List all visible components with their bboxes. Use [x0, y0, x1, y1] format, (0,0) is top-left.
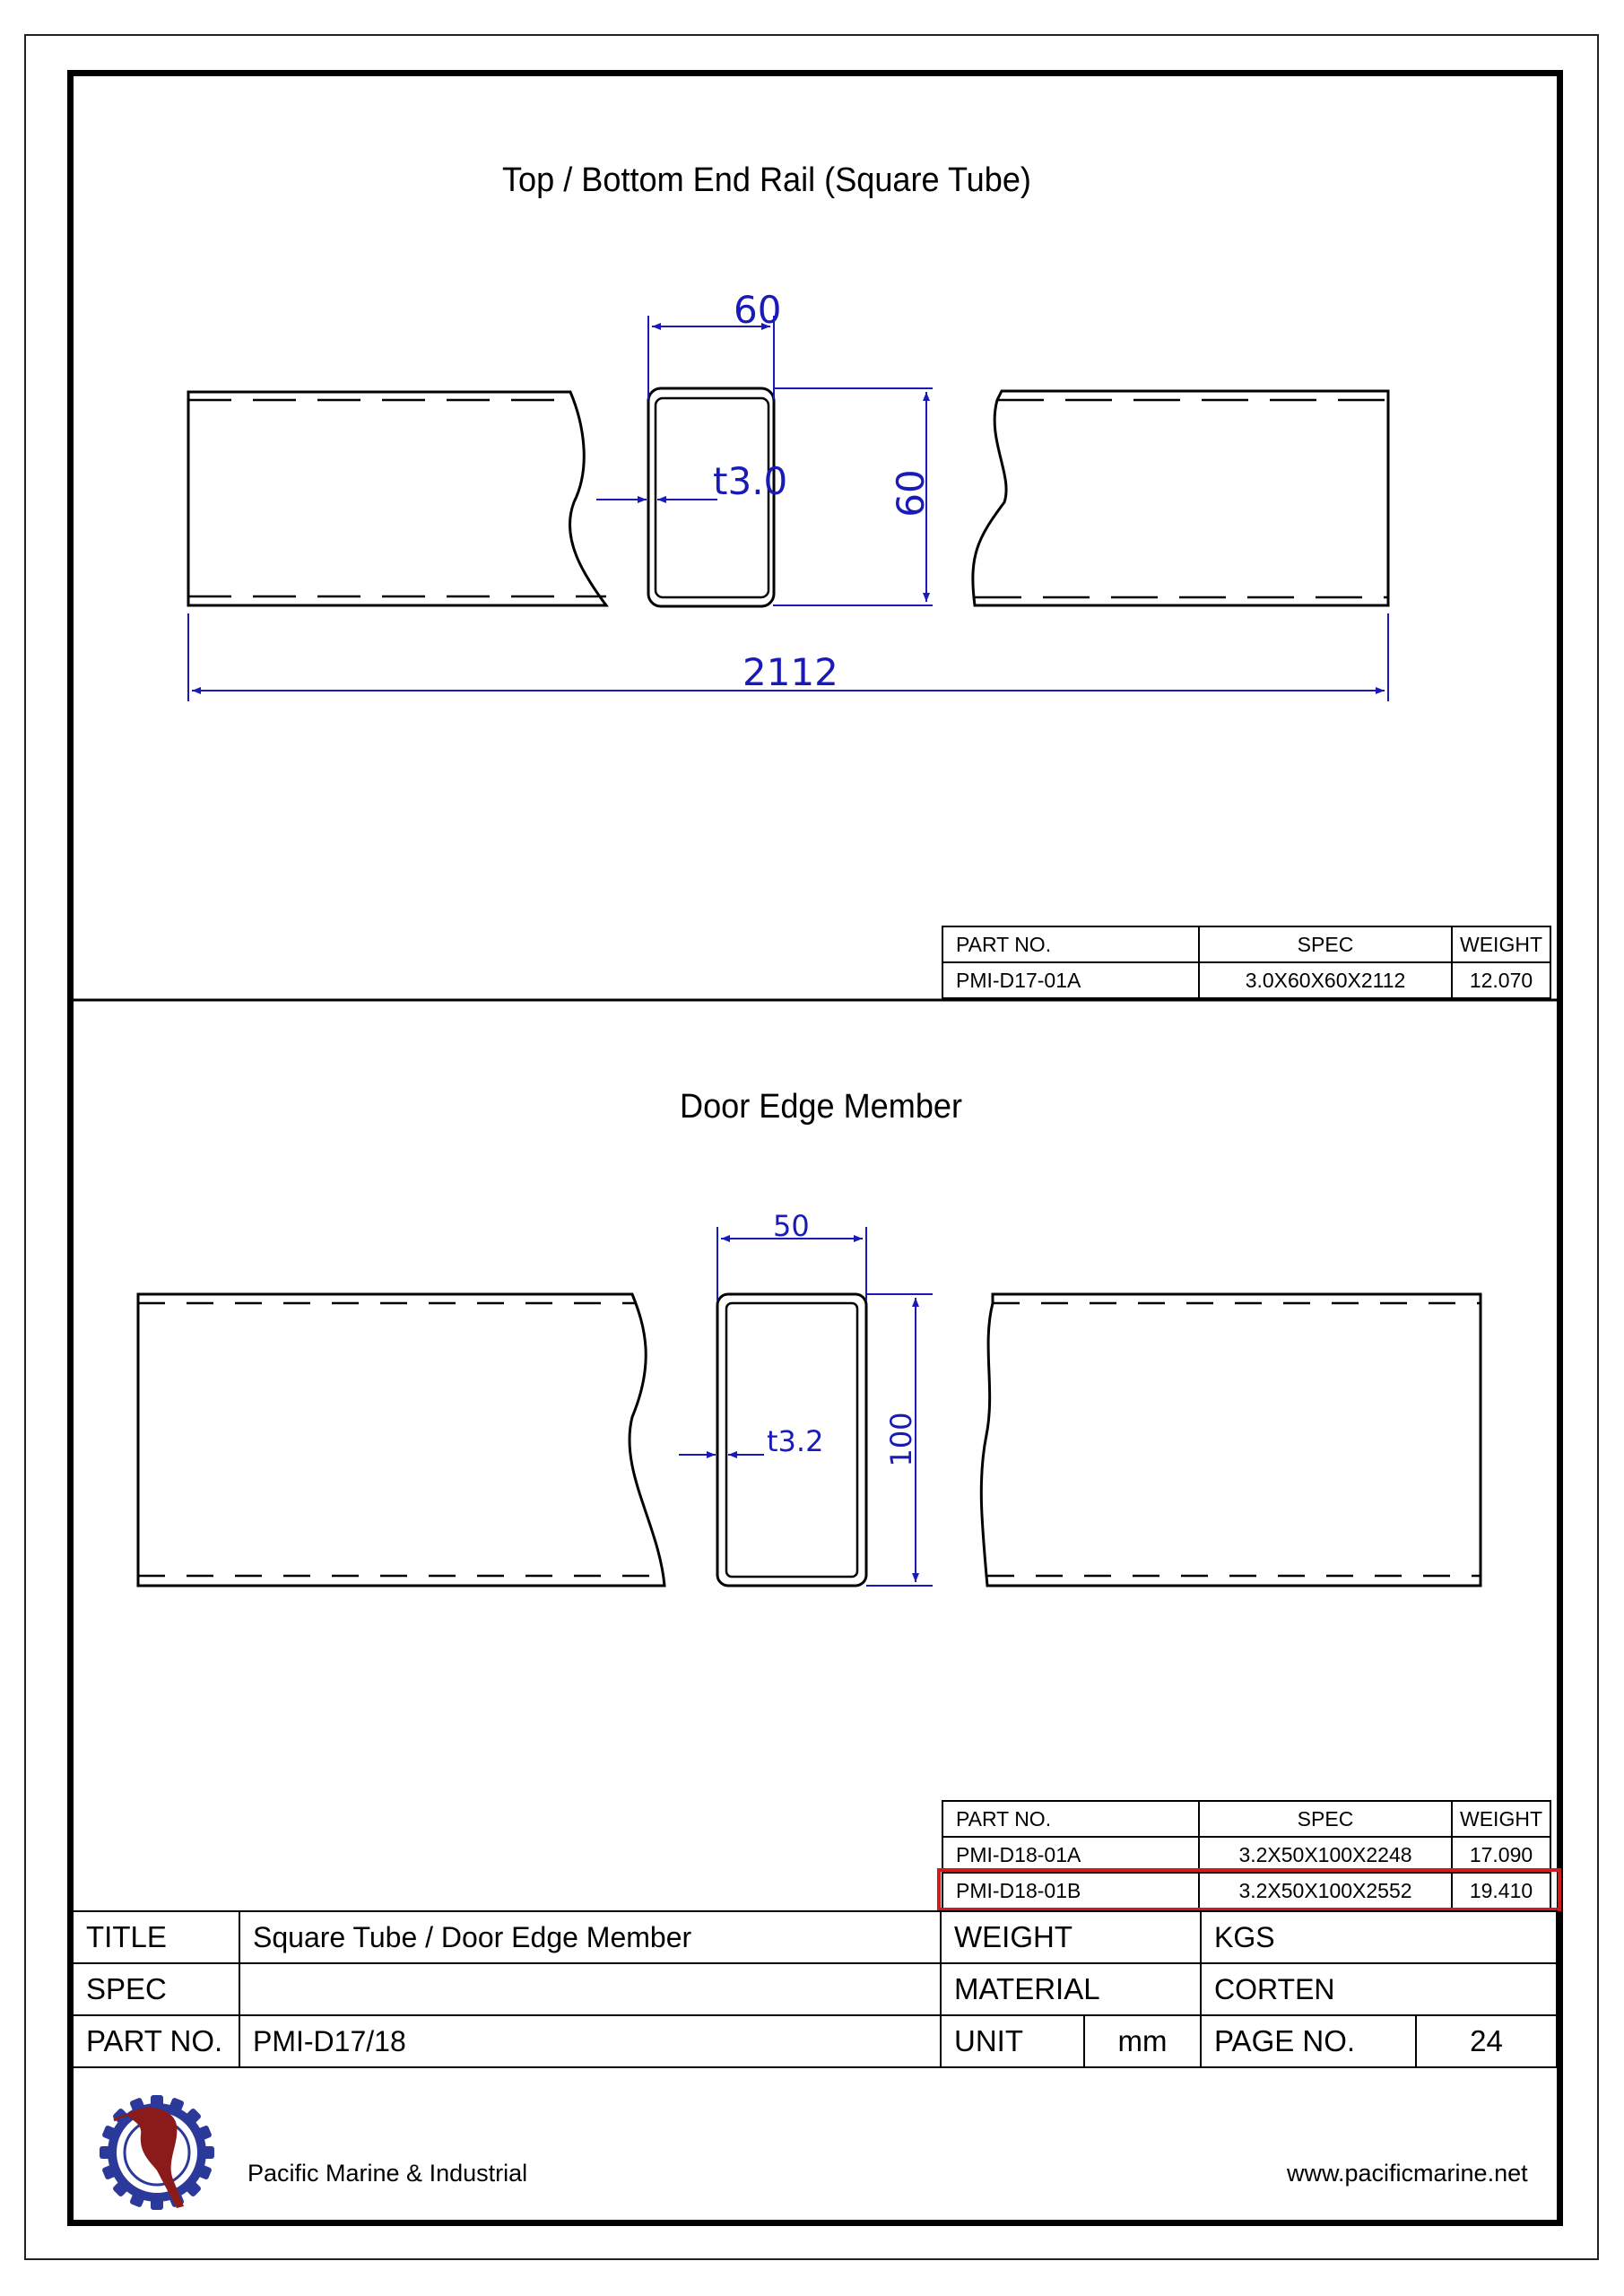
spec-label: SPEC [73, 1963, 239, 2015]
cell-weight: 17.090 [1452, 1837, 1550, 1873]
section1-dimensions [188, 316, 1388, 701]
company-name: Pacific Marine & Industrial [248, 2160, 528, 2187]
table-row [942, 962, 1550, 998]
parts-table-section1 [942, 926, 1551, 999]
header-spec: SPEC [1199, 926, 1452, 962]
unit-value: mm [1084, 2015, 1201, 2067]
material-label: MATERIAL [941, 1963, 1201, 2015]
title-value: Square Tube / Door Edge Member [239, 1911, 941, 1963]
header-part-no: PART NO. [942, 926, 1199, 962]
dim-height-100: 100 [884, 1412, 918, 1467]
cell-spec: 3.2X50X100X2248 [1199, 1837, 1452, 1873]
section1-title: Top / Bottom End Rail (Square Tube) [502, 161, 1031, 199]
cell-part-no: PMI-D18-01B [942, 1873, 1199, 1909]
table-header-row [942, 1801, 1550, 1837]
cell-weight: 19.410 [1452, 1873, 1550, 1909]
unit-label: UNIT [941, 2015, 1084, 2067]
cell-part-no: PMI-D18-01A [942, 1837, 1199, 1873]
website-link[interactable]: www.pacificmarine.net [1287, 2160, 1528, 2187]
section1-drawing [188, 388, 1388, 606]
title-label: TITLE [73, 1911, 239, 1963]
pelican-gear-logo-icon [100, 2095, 214, 2210]
header-weight: WEIGHT [1452, 1801, 1550, 1837]
part-no-label: PART NO. [73, 2015, 239, 2067]
title-block [72, 1910, 1558, 2068]
weight-value: KGS [1201, 1911, 1557, 1963]
right-tube-segment-2 [981, 1294, 1481, 1586]
weight-label: WEIGHT [941, 1911, 1201, 1963]
cell-weight: 12.070 [1452, 962, 1550, 998]
spec-value [239, 1963, 941, 2015]
page-value: 24 [1416, 2015, 1557, 2067]
dim-thickness-t3: t3.0 [713, 459, 788, 503]
cell-part-no: PMI-D17-01A [942, 962, 1199, 998]
section2-title: Door Edge Member [680, 1088, 963, 1126]
dim-width-60: 60 [734, 288, 782, 332]
part-no-value: PMI-D17/18 [239, 2015, 941, 2067]
header-spec: SPEC [1199, 1801, 1452, 1837]
header-weight: WEIGHT [1452, 926, 1550, 962]
dim-width-50: 50 [773, 1209, 810, 1243]
cell-spec: 3.2X50X100X2552 [1199, 1873, 1452, 1909]
page-label: PAGE NO. [1201, 2015, 1416, 2067]
left-tube-segment-1 [188, 392, 606, 605]
table-header-row [942, 926, 1550, 962]
header-part-no: PART NO. [942, 1801, 1199, 1837]
right-tube-segment-1 [973, 391, 1388, 605]
cell-spec: 3.0X60X60X2112 [1199, 962, 1452, 998]
dim-length-2112: 2112 [743, 650, 838, 694]
highlight-box [937, 1868, 1561, 1911]
dim-thickness-t3-2: t3.2 [767, 1424, 824, 1458]
left-tube-segment-2 [138, 1294, 664, 1586]
table-row [942, 1837, 1550, 1873]
material-value: CORTEN [1201, 1963, 1557, 2015]
dim-height-60: 60 [889, 469, 933, 517]
